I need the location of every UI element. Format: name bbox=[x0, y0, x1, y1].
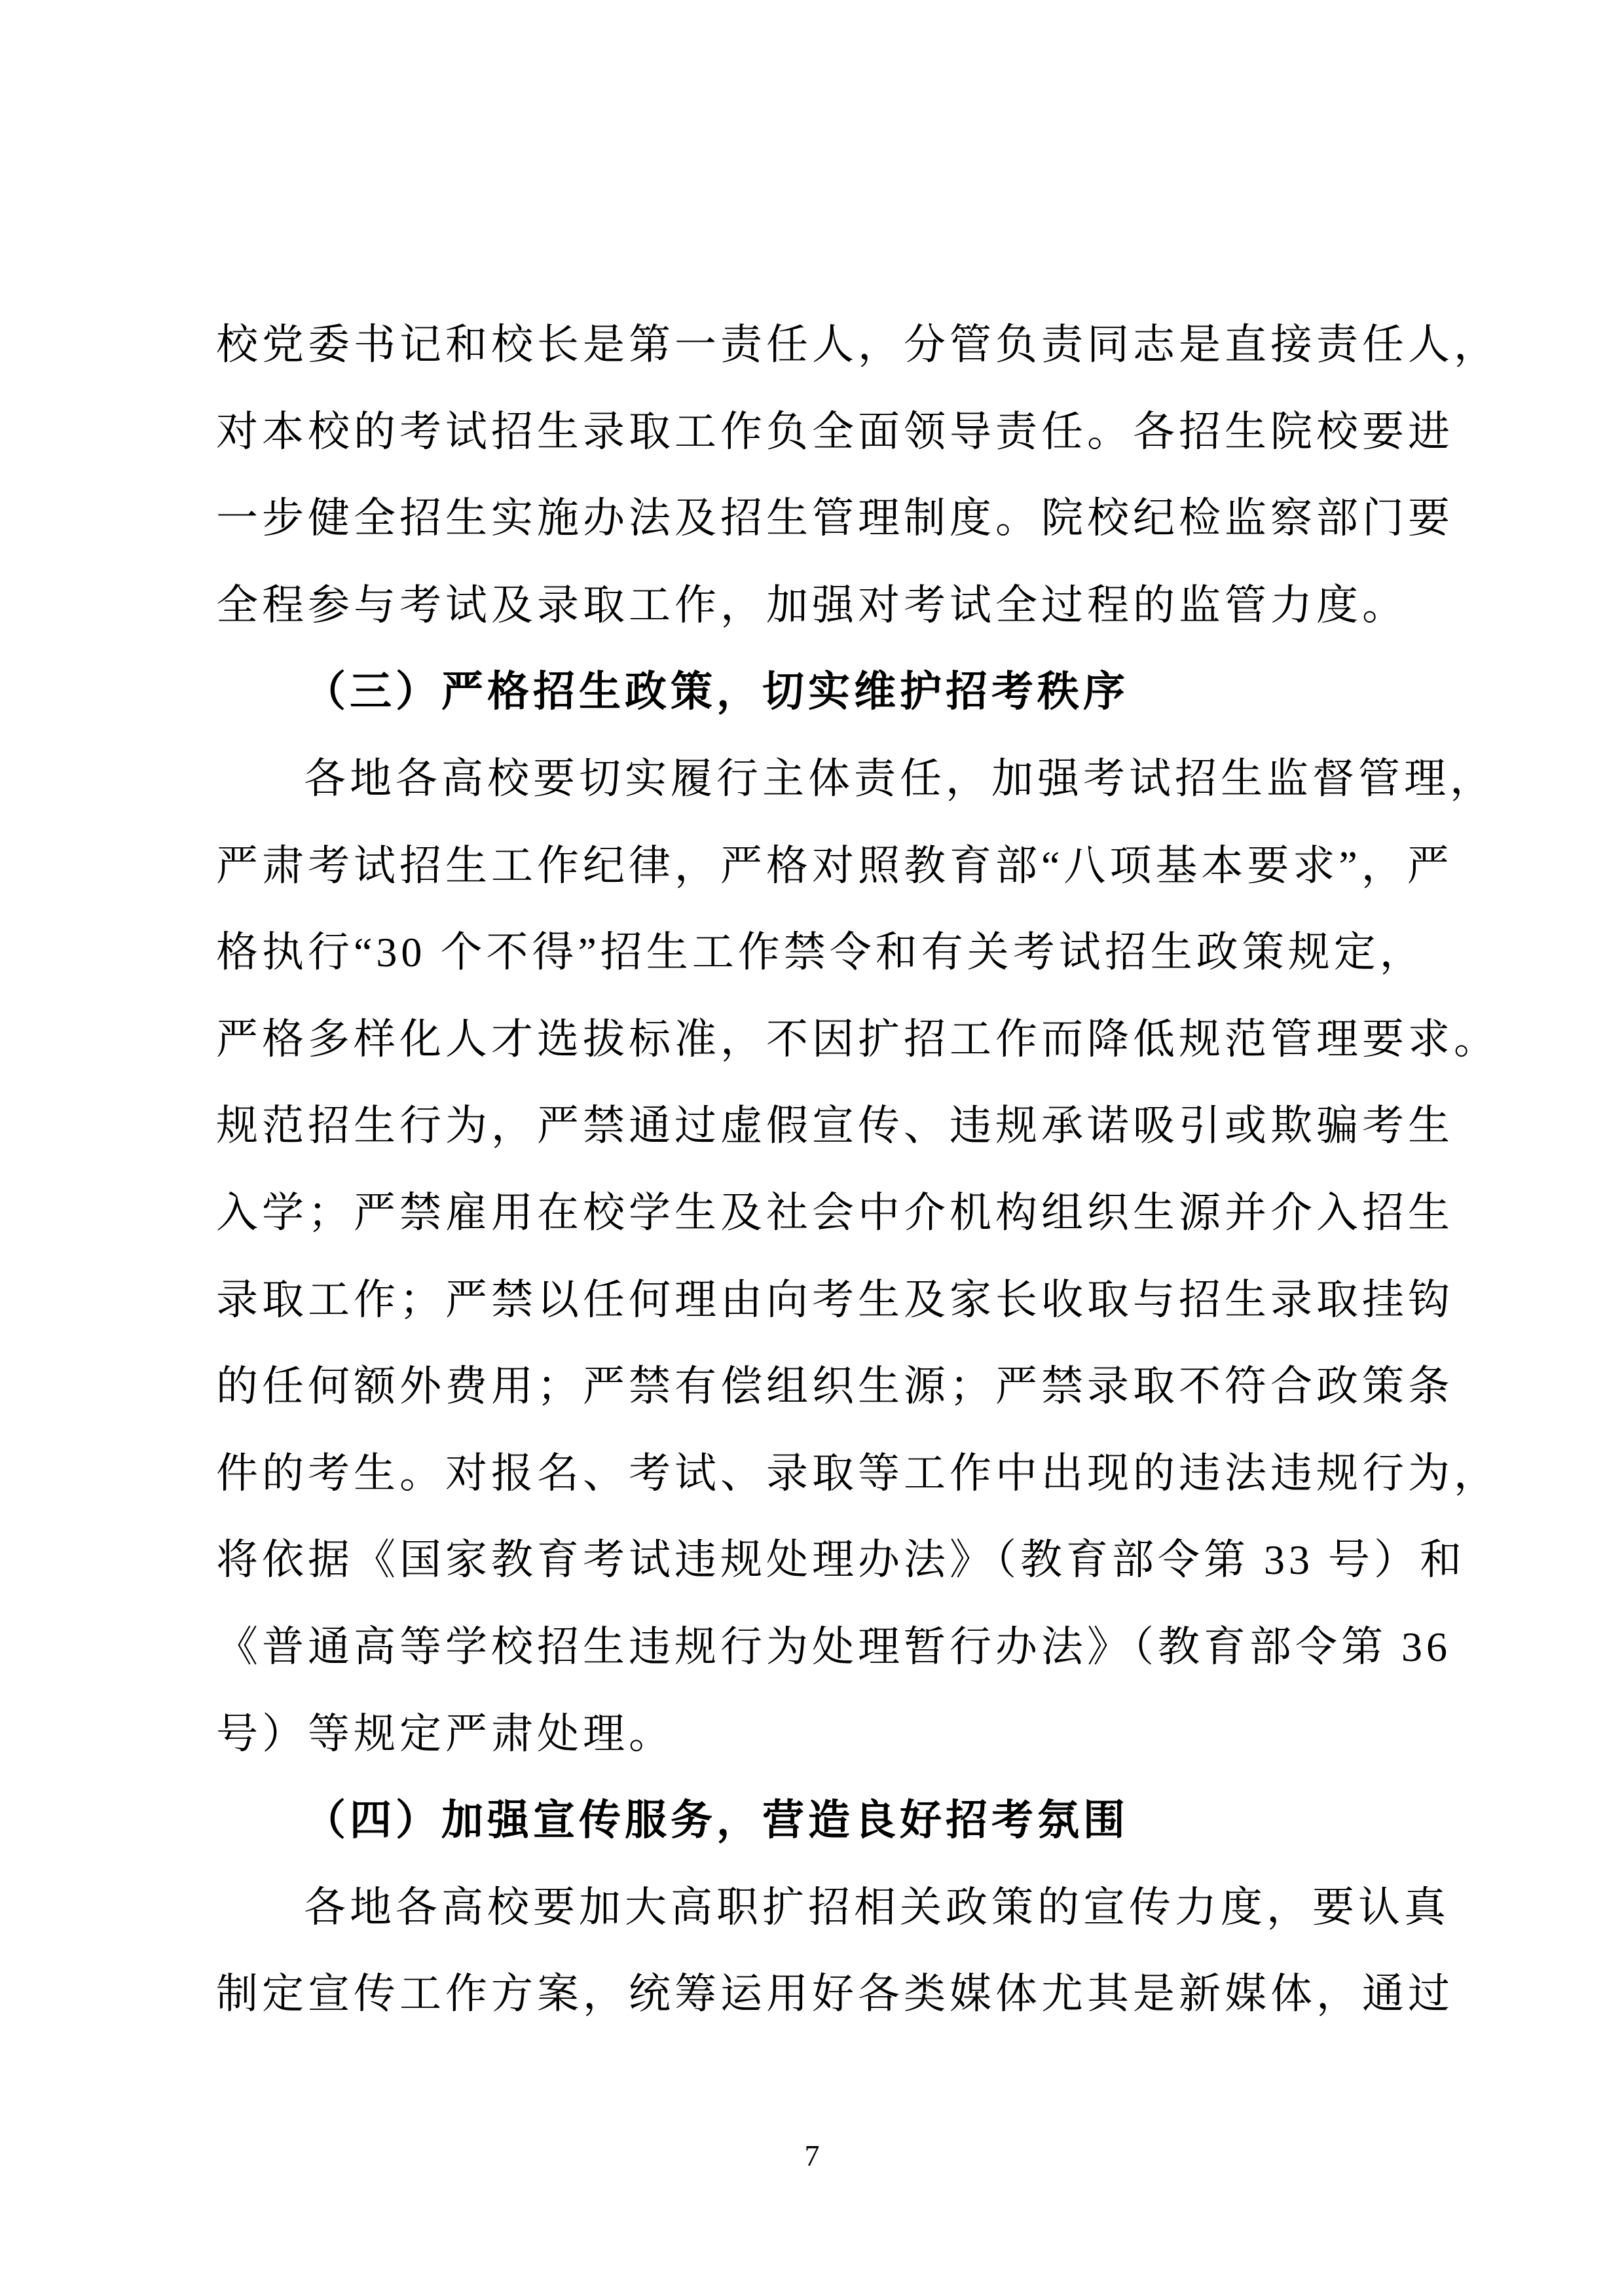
body-line: 录取工作；严禁以任何理由向考生及家长收取与招生录取挂钩 bbox=[216, 1276, 1454, 1323]
body-line: 全程参与考试及录取工作，加强对考试全过程的监管力度。 bbox=[216, 581, 1408, 629]
body-line: 的任何额外费用；严禁有偿组织生源；严禁录取不符合政策条 bbox=[216, 1363, 1454, 1410]
body-line: 严格多样化人才选拔标准，不因扩招工作而降低规范管理要求。 bbox=[216, 1015, 1500, 1063]
body-line: 入学；严禁雇用在校学生及社会中介机构组织生源并介入招生 bbox=[216, 1189, 1454, 1236]
body-line: 格执行“30 个不得”招生工作禁令和有关考试招生政策规定， bbox=[216, 929, 1426, 976]
body-line: 各地各高校要加大高职扩招相关政策的宣传力度，要认真 bbox=[304, 1884, 1450, 1931]
body-line: 各地各高校要切实履行主体责任，加强考试招生监督管理， bbox=[304, 755, 1496, 802]
body-line: 校党委书记和校长是第一责任人，分管负责同志是直接责任人， bbox=[216, 321, 1500, 368]
body-line: 《普通高等学校招生违规行为处理暂行办法》（教育部令第 36 bbox=[216, 1623, 1451, 1670]
body-line: 对本校的考试招生录取工作负全面领导责任。各招生院校要进 bbox=[216, 408, 1454, 455]
document-body bbox=[216, 302, 1500, 2038]
section-heading: （四）加强宣传服务，营造良好招考氛围 bbox=[304, 1797, 1129, 1844]
body-line: 规范招生行为，严禁通过虚假宣传、违规承诺吸引或欺骗考生 bbox=[216, 1102, 1454, 1150]
body-line: 件的考生。对报名、考试、录取等工作中出现的违法违规行为， bbox=[216, 1449, 1500, 1497]
body-line: 严肃考试招生工作纪律，严格对照教育部“八项基本要求”，严 bbox=[216, 842, 1453, 889]
section-heading: （三）严格招生政策，切实维护招考秩序 bbox=[304, 668, 1129, 716]
body-line: 一步健全招生实施办法及招生管理制度。院校纪检监察部门要 bbox=[216, 495, 1454, 542]
body-line: 制定宣传工作方案，统筹运用好各类媒体尤其是新媒体，通过 bbox=[216, 1971, 1454, 2018]
page-number: 7 bbox=[804, 2139, 820, 2172]
body-line: 将依据《国家教育考试违规处理办法》（教育部令第 33 号）和 bbox=[216, 1537, 1466, 1584]
body-line: 号）等规定严肃处理。 bbox=[216, 1710, 674, 1757]
